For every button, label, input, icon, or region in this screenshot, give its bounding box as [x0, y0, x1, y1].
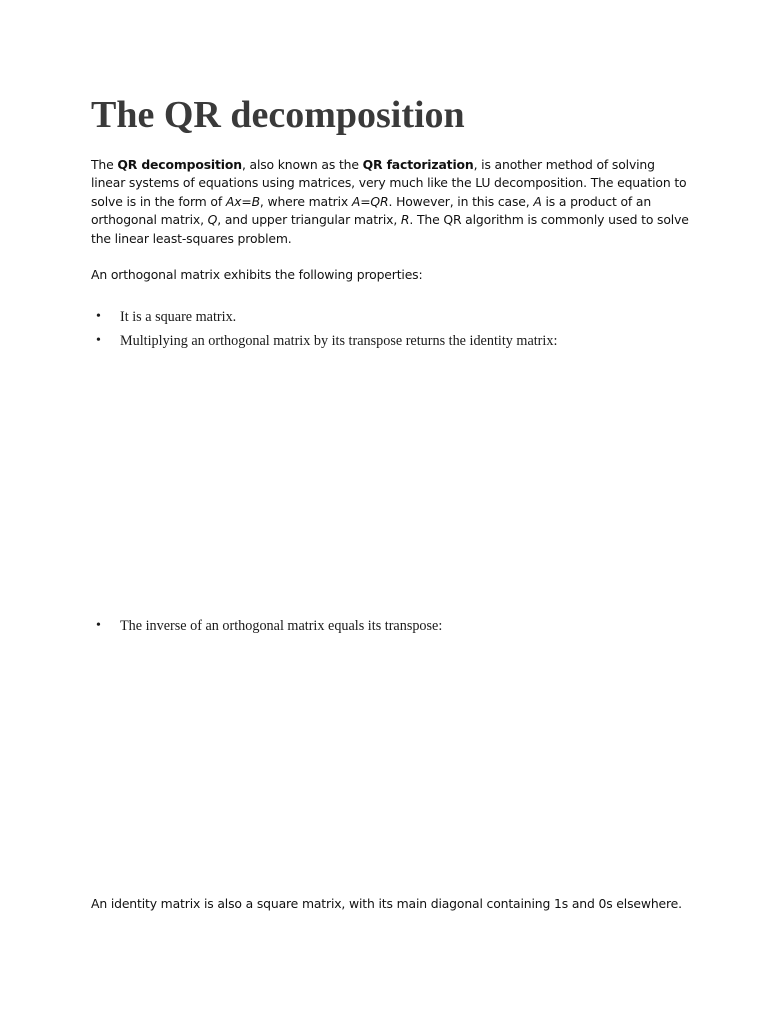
list-item-text: It is a square matrix. — [120, 309, 237, 325]
equation-figure-placeholder — [91, 650, 691, 880]
list-item-text: Multiplying an orthogonal matrix by its transpose returns the identity matrix: — [120, 333, 558, 349]
list-item — [96, 329, 557, 353]
qr-decomposition-term: QR decomposition — [117, 157, 242, 172]
bullet-icon: • — [96, 309, 101, 324]
intro-text: . The QR algorithm is commonly used to solve the linear least-squares problem. — [91, 212, 689, 246]
intro-paragraph — [91, 156, 691, 248]
properties-list-continued — [96, 614, 442, 638]
qr-factorization-term: QR factorization — [362, 157, 474, 172]
intro-text: . However, in this case, — [388, 193, 534, 209]
equation-ax-b: Ax=B — [225, 193, 260, 209]
intro-text: , and upper triangular matrix, — [217, 212, 401, 228]
symbol-r: R — [400, 212, 410, 228]
equation-a-qr: A=QR — [351, 193, 389, 209]
symbol-q: Q — [207, 212, 218, 228]
intro-text: is a product of an orthogonal matrix, — [91, 193, 652, 228]
symbol-a: A — [533, 193, 542, 209]
page-title: The QR decomposition — [91, 94, 465, 136]
list-item — [96, 305, 557, 329]
intro-text: , is another method of solving linear systems of equations using matrices, very much like the LU decomposition. The equation to solve is in the form of — [91, 157, 687, 209]
bullet-icon: • — [96, 333, 101, 348]
list-item — [96, 614, 442, 638]
equation-figure-placeholder — [91, 360, 691, 600]
intro-text: The — [91, 157, 118, 172]
intro-text: , also known as the — [241, 157, 363, 172]
bullet-icon: • — [96, 618, 101, 633]
properties-list — [96, 305, 557, 353]
properties-intro: An orthogonal matrix exhibits the following properties: — [91, 267, 423, 282]
intro-text: , where matrix — [259, 193, 352, 209]
list-item-text: The inverse of an orthogonal matrix equals its transpose: — [120, 618, 443, 634]
identity-matrix-note: An identity matrix is also a square matrix, with its main diagonal containing 1s and 0s elsewhere. — [91, 896, 682, 911]
